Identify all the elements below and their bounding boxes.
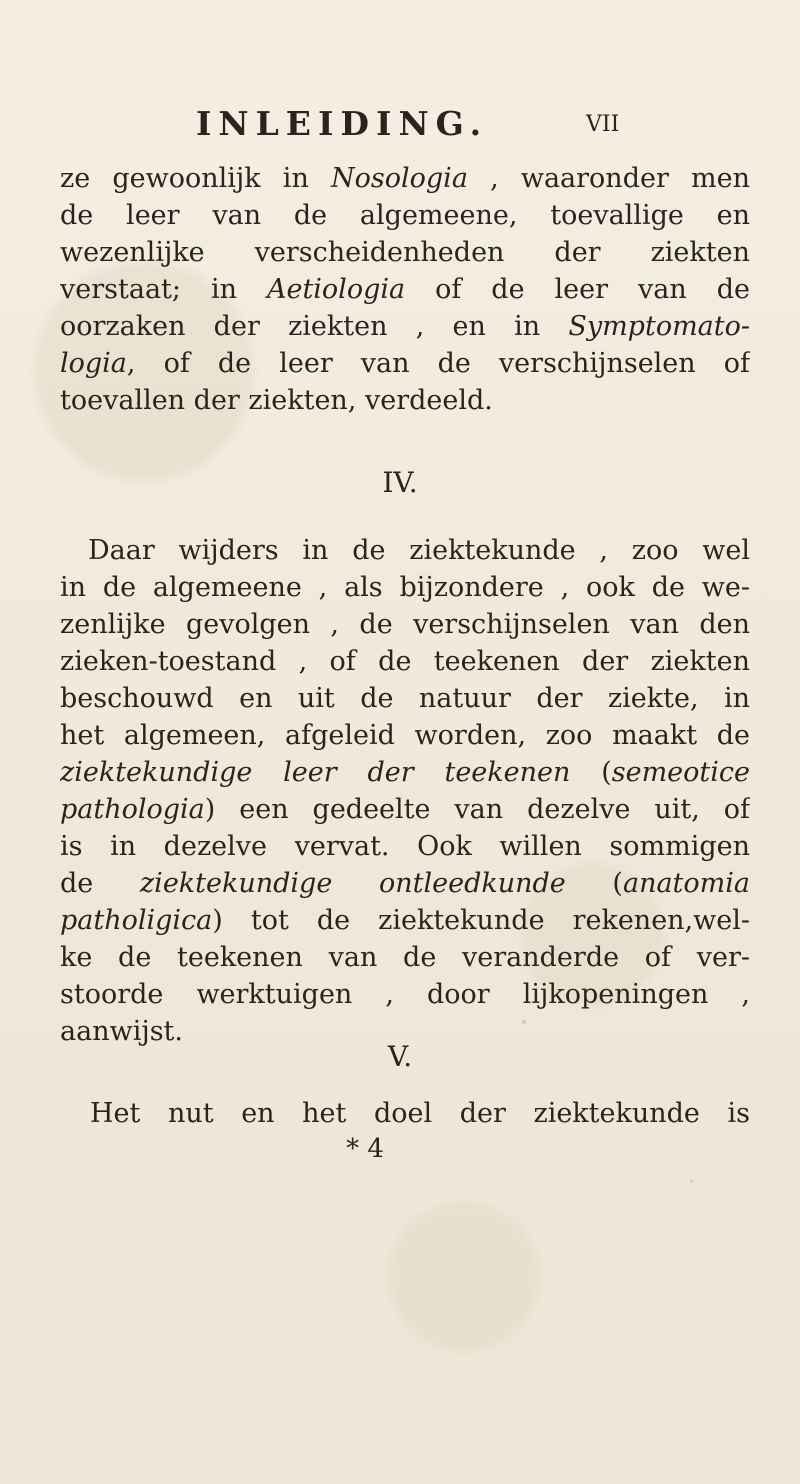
text-line: wezenlijke verscheidenheden der ziekten — [60, 237, 750, 268]
term-italic: pathologia — [60, 794, 205, 825]
section-number-iv: IV. — [382, 466, 418, 499]
section-number-v: V. — [387, 1040, 413, 1073]
signature-mark: * 4 — [346, 1134, 384, 1164]
text-line: zieken-toestand , of de teekenen der ziekten — [60, 646, 750, 677]
text-line — [60, 160, 750, 197]
term-italic: ziektekundige ontleedkunde — [139, 868, 566, 899]
text-fragment: ze gewoonlijk in — [60, 163, 332, 194]
text-line: Het nut en het doel der ziektekunde is — [90, 1098, 750, 1129]
term-italic: Symptomato- — [568, 311, 750, 342]
term-italic: Aetiologia — [266, 274, 406, 305]
text-line: beschouwd en uit de natuur der ziekte, in — [60, 683, 750, 714]
text-fragment: of de leer van de — [405, 274, 750, 305]
text-line: stoorde werktuigen , door lijkopeningen , — [60, 979, 750, 1010]
text-fragment: ) een gedeelte van dezelve uit, of — [204, 794, 750, 825]
text-line — [60, 271, 750, 308]
term-italic: logia — [60, 348, 127, 379]
text-fragment: , of de leer van de verschijnselen of — [126, 348, 750, 379]
text-line — [60, 345, 750, 382]
text-line: de leer van de algemeene, toevallige en — [60, 200, 750, 231]
text-line: zenlijke gevolgen , de verschijnselen van den — [60, 609, 750, 640]
term-italic: anatomia — [622, 868, 750, 899]
text-line — [60, 865, 750, 902]
text-line — [60, 791, 750, 828]
section-v-text — [60, 1095, 750, 1132]
text-fragment: ) tot de ziektekunde rekenen,wel- — [212, 905, 750, 936]
text-line: Daar wijders in de ziektekunde , zoo wel — [88, 535, 750, 566]
text-fragment: oorzaken der ziekten , en in — [60, 311, 569, 342]
text-line: in de algemeene , als bijzondere , ook de we- — [60, 572, 750, 603]
text-line — [60, 902, 750, 939]
running-title: INLEIDING. — [196, 104, 489, 143]
term-italic: Nosologia — [331, 163, 468, 194]
running-header — [196, 104, 620, 144]
text-line: toevallen der ziekten, verdeeld. — [60, 385, 493, 416]
text-fragment: ( — [570, 757, 612, 788]
section-iv-text — [60, 532, 750, 1050]
text-line — [60, 754, 750, 791]
section-iii-tail — [60, 160, 750, 419]
text-fragment: ( — [565, 868, 623, 899]
text-line: is in dezelve vervat. Ook willen sommigen — [60, 831, 750, 862]
term-italic: ziektekundige leer der teekenen — [60, 757, 571, 788]
text-line: aanwijst. — [60, 1016, 183, 1047]
text-fragment: , waaronder men — [467, 163, 750, 194]
text-line — [60, 308, 750, 345]
text-line: ke de teekenen van de veranderde of ver- — [60, 942, 750, 973]
term-italic: semeotice — [611, 757, 750, 788]
paper-speck — [690, 1180, 693, 1183]
text-fragment: de — [60, 868, 140, 899]
text-fragment: verstaat; in — [60, 274, 267, 305]
term-italic: patholigica — [60, 905, 213, 936]
page-number: VII — [586, 112, 620, 137]
text-line: het algemeen, afgeleid worden, zoo maakt de — [60, 720, 750, 751]
